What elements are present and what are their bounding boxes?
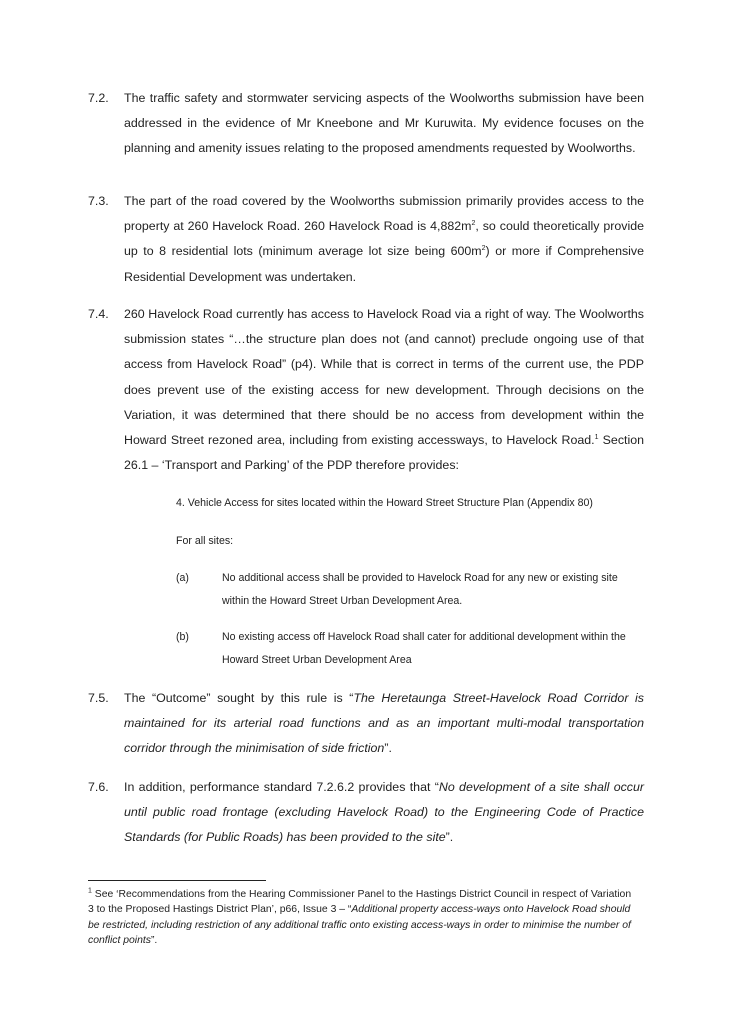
paragraph-number: 7.3. xyxy=(88,194,109,208)
footnote-reference: 1 xyxy=(594,433,599,441)
superscript: 2 xyxy=(471,220,476,228)
footnote-number: 1 xyxy=(88,887,92,895)
paragraph-7-6 xyxy=(88,775,644,851)
rule-item-label: (a) xyxy=(176,572,189,584)
rule-item-b xyxy=(176,626,646,672)
footnote: $^1$ See ‘Recommendations from the Hearing Commissioner Panel to the Hastings District Council in respect of Variation 3 to the Proposed Hastings District Plan’, p66, Issue 3 – “Additional property access-ways onto Havelock Road should be restricted, including restriction of any additional traffic onto existing access-ways in order to minimise the number of conflict points”. xyxy=(88,887,632,946)
rule-item-text: No existing access off Havelock Road shall cater for additional development within the Howard Street Urban Development Area xyxy=(222,631,626,666)
quoted-outcome: The Heretaunga Street-Havelock Road Corridor is maintained for its arterial road functions and as an important multi-modal transportation corridor through the minimisation of side friction xyxy=(124,691,644,756)
footnote-separator xyxy=(88,880,266,881)
paragraph-number: 7.4. xyxy=(88,307,109,321)
paragraph-text: The part of the road covered by the Woolworths submission primarily provides access to the property at 260 Havelock Road. 260 Havelock Road is $4,882m^2$, so could theoretically provide up to 8 residential lots (minimum average lot size being $600m^2$) or more if Comprehensive Residential Development was undertaken. xyxy=(124,194,645,284)
footnote-quote: Additional property access-ways onto Havelock Road should be restricted, including restriction of any additional traffic onto existing access-ways in order to minimise the number of conflict points xyxy=(88,904,631,946)
paragraph-number: 7.6. xyxy=(88,780,109,794)
paragraph-7-3 xyxy=(88,189,644,290)
paragraph-7-5 xyxy=(88,686,644,762)
rule-quote-heading: 4. Vehicle Access for sites located within the Howard Street Structure Plan (Appendix 80) xyxy=(176,497,593,509)
paragraph-7-4 xyxy=(88,302,644,478)
superscript: 2 xyxy=(481,245,486,253)
rule-quote-subheading: For all sites: xyxy=(176,535,234,547)
paragraph-7-2 xyxy=(88,86,644,162)
rule-item-label: (b) xyxy=(176,631,189,643)
paragraph-text: 260 Havelock Road currently has access to Havelock Road via a right of way. The Woolworths submission states “…the structure plan does not (and cannot) preclude ongoing use of that access from Havelock Road” (p4). While that is correct in terms of the current use, the PDP does prevent use of the existing access for new development. Through decisions on the Variation, it was determined that there should be no access from development within the Howard Street rezoned area, including from existing accessways, to Havelock Road.$^1$ Section 26.1 – ‘Transport and Parking’ of the PDP therefore provides: xyxy=(124,307,644,473)
paragraph-text: The “Outcome” sought by this rule is “The Heretaunga Street-Havelock Road Corridor is maintained for its arterial road functions and as an important multi-modal transportation corridor through the minimisation of side friction”. xyxy=(124,691,644,756)
quoted-standard: No development of a site shall occur until public road frontage (excluding Havelock Road) to the Engineering Code of Practice Standards (for Public Roads) has been provided to the site xyxy=(124,780,645,845)
paragraph-text: The traffic safety and stormwater servicing aspects of the Woolworths submission have been addressed in the evidence of Mr Kneebone and Mr Kuruwita. My evidence focuses on the planning and amenity issues relating to the proposed amendments requested by Woolworths. xyxy=(124,91,644,156)
paragraph-number: 7.5. xyxy=(88,691,109,705)
rule-item-a xyxy=(176,567,646,613)
paragraph-number: 7.2. xyxy=(88,91,109,105)
rule-item-text: No additional access shall be provided to Havelock Road for any new or existing site within the Howard Street Urban Development Area. xyxy=(222,572,618,607)
paragraph-text: In addition, performance standard 7.2.6.2 provides that “No development of a site shall occur until public road frontage (excluding Havelock Road) to the Engineering Code of Practice Standards (for Public Roads) has been provided to the site”. xyxy=(124,780,645,845)
